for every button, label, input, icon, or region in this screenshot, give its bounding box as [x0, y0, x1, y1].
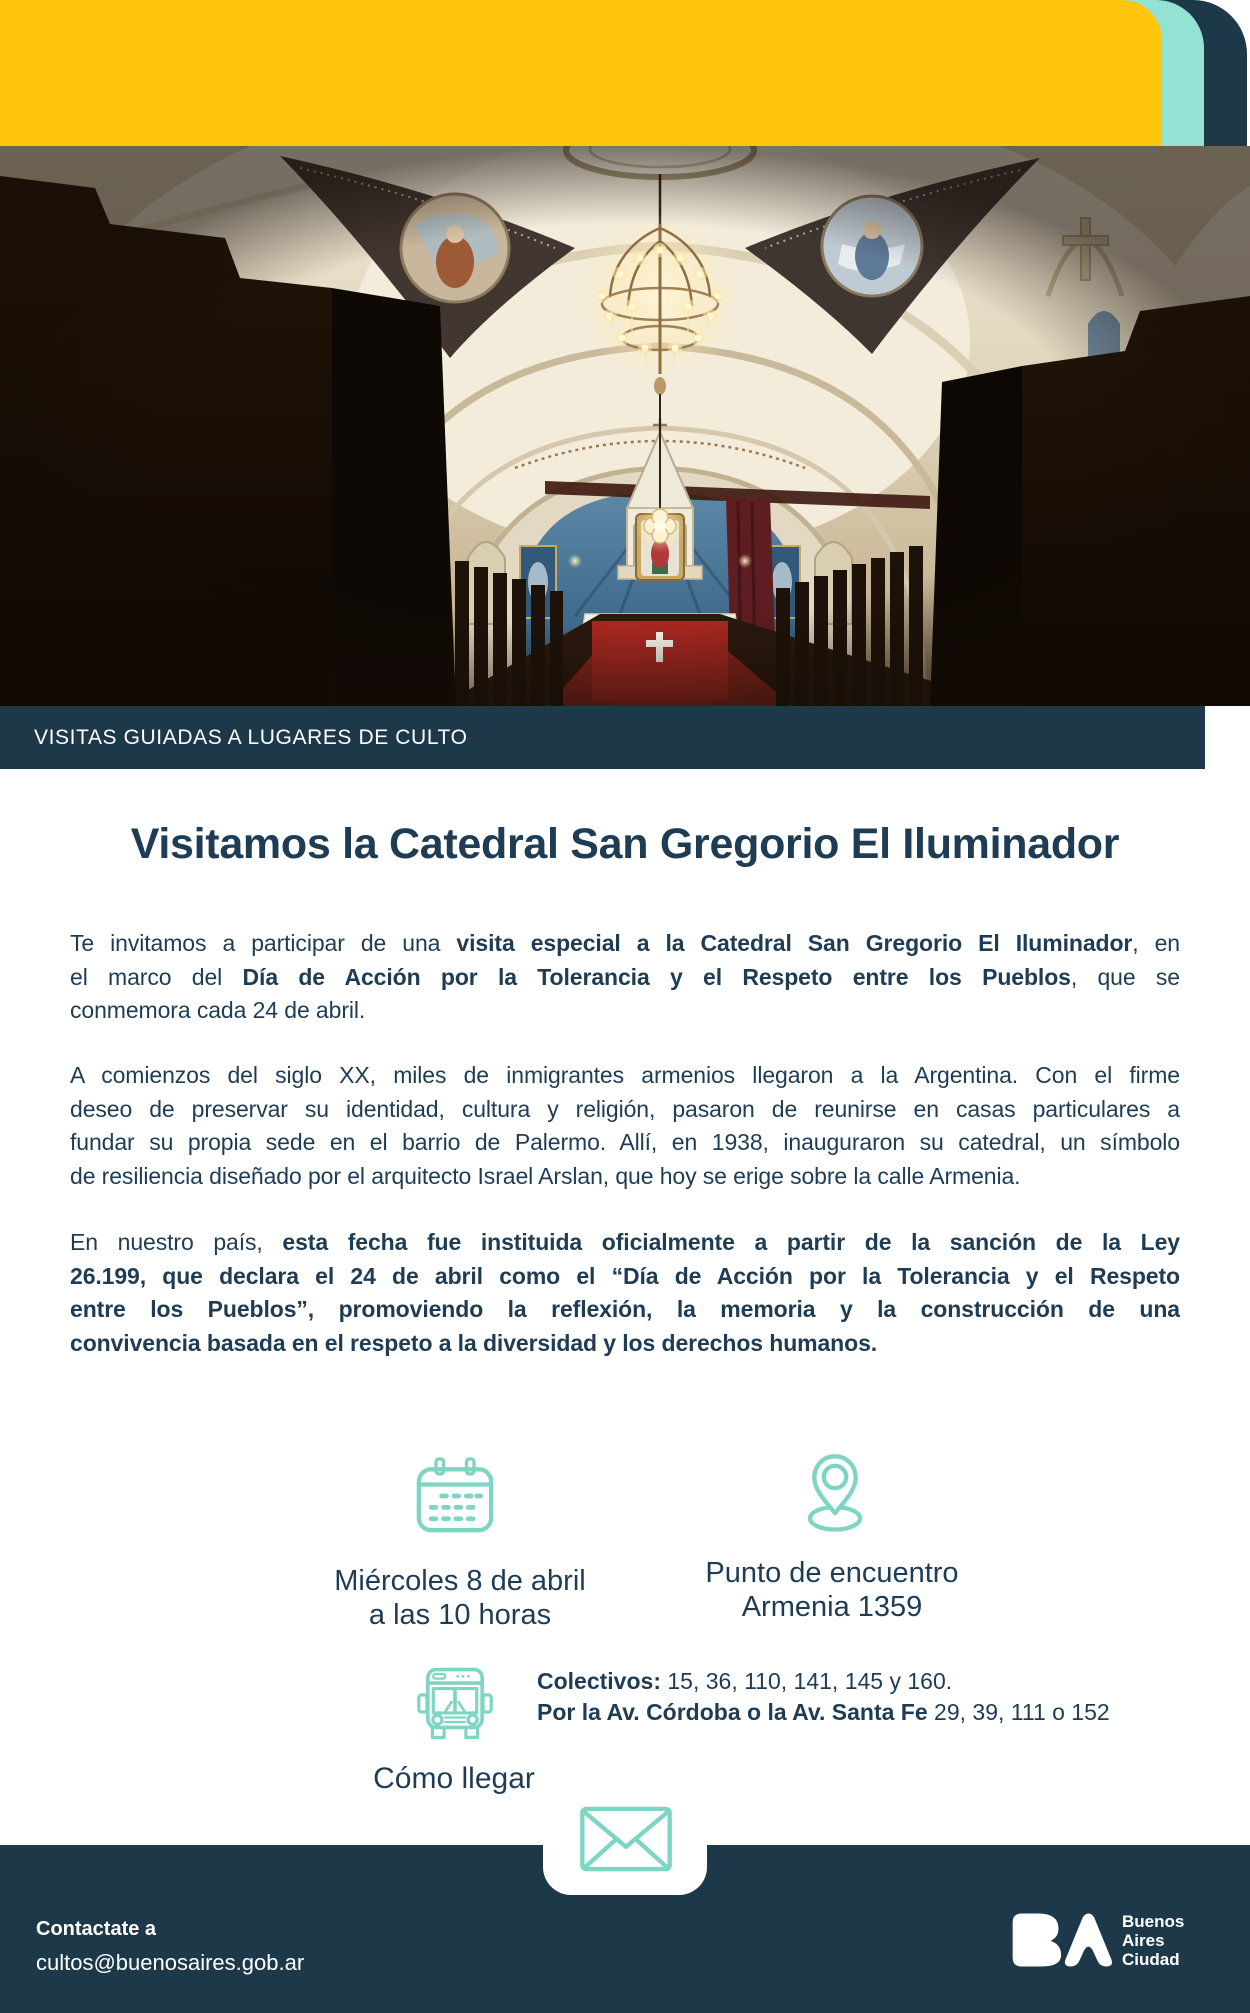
- paragraph-line: deseo de preservar su identidad, cultura y religión, pasaron de reunirse en casas particulares a: [70, 1095, 1180, 1122]
- paragraph-line: [70, 1293, 1180, 1327]
- page-title: Visitamos la Catedral San Gregorio El Iluminador: [130, 820, 1120, 868]
- text-run: En nuestro país,: [70, 1229, 283, 1255]
- text-run-bold: 26.199, que declara el 24 de abril como el “Día de Acción por la Tolerancia y el Respeto: [70, 1262, 1180, 1289]
- paragraph-line: A comienzos del siglo XX, miles de inmigrantes armenios llegaron a la Argentina. Con el firme: [70, 1062, 1180, 1088]
- schedule-line2: a las 10 horas: [368, 1599, 552, 1631]
- transport-line1-values: 15, 36, 110, 141, 145 y 160.: [660, 1668, 953, 1694]
- law-paragraph: [70, 1226, 1180, 1360]
- envelope-icon[interactable]: [579, 1806, 673, 1877]
- meeting-caption: [705, 1556, 958, 1624]
- text-run: , en: [1132, 930, 1180, 956]
- vignette: [0, 146, 1250, 706]
- text-run: el marco del: [70, 963, 243, 990]
- paragraph-line: [70, 1327, 1180, 1361]
- ba-logo-line1: Buenos: [1122, 1912, 1185, 1931]
- paragraph-line: de resiliencia diseñado por el arquitecto Israel Arslan, que hoy se erige sobre la calle Armenia.: [70, 1162, 1021, 1189]
- paragraph-line: [70, 927, 1180, 961]
- text-run-bold: convivencia basada en el respeto a la diversidad y los derechos humanos.: [70, 1329, 878, 1356]
- banner-strip: [0, 706, 1205, 769]
- location-pin-icon: [804, 1445, 866, 1540]
- banner-label: VISITAS GUIADAS A LUGARES DE CULTO: [34, 725, 468, 749]
- transport-info: [537, 1666, 1110, 1728]
- history-paragraph: [70, 1059, 1180, 1193]
- paragraph-line: [70, 1260, 1180, 1294]
- paragraph-line: [70, 1226, 1180, 1260]
- ba-logo-line2: Aires: [1122, 1931, 1165, 1950]
- text-run-bold: entre los Pueblos”, promoviendo la reflexión, la memoria y la construcción de una: [70, 1296, 1180, 1322]
- bus-icon: [417, 1664, 493, 1742]
- ba-logo-line3: Ciudad: [1122, 1950, 1180, 1969]
- transport-line1: [537, 1666, 1110, 1697]
- text-run: , que se: [1070, 963, 1180, 990]
- text-run-bold: visita especial a la Catedral San Gregorio El Iluminador: [456, 930, 1133, 956]
- meeting-line1: Punto de encuentro: [705, 1557, 959, 1589]
- transport-line2: [537, 1697, 1110, 1728]
- schedule-caption: [334, 1564, 585, 1632]
- text-run-bold: esta fecha fue instituida oficialmente a partir de la sanción de la Ley: [282, 1229, 1180, 1255]
- how-to-arrive-caption: Cómo llegar: [373, 1762, 535, 1795]
- transport-line2-label: Por la Av. Córdoba o la Av. Santa Fe: [537, 1699, 928, 1725]
- ba-logo-glyph: [1010, 1910, 1114, 1975]
- text-run: Te invitamos a participar de una: [70, 930, 457, 956]
- text-run-bold: Día de Acción por la Tolerancia y el Respeto entre los Pueblos: [242, 963, 1071, 990]
- transport-line1-label: Colectivos:: [537, 1668, 661, 1694]
- intro-paragraph: [70, 927, 1180, 1028]
- paragraph-line: fundar su propia sede en el barrio de Palermo. Allí, en 1938, inauguraron su catedral, un símbolo: [70, 1129, 1180, 1155]
- ba-logo[interactable]: [1010, 1908, 1230, 1978]
- contact-label: Contactate a: [36, 1918, 157, 1940]
- schedule-line1: Miércoles 8 de abril: [334, 1565, 586, 1597]
- paragraph-line: [70, 994, 1180, 1028]
- ba-logo-text: [1122, 1912, 1184, 1969]
- contact-email[interactable]: cultos@buenosaires.gob.ar: [36, 1950, 305, 1975]
- calendar-icon: [415, 1456, 495, 1534]
- transport-line2-values: 29, 39, 111 o 152: [927, 1699, 1110, 1725]
- text-run: conmemora cada 24 de abril.: [70, 997, 366, 1023]
- cathedral-photo: [0, 146, 1250, 706]
- paragraph-line: [70, 961, 1180, 995]
- header-band-yellow: [0, 0, 1162, 146]
- meeting-line2: Armenia 1359: [741, 1591, 923, 1623]
